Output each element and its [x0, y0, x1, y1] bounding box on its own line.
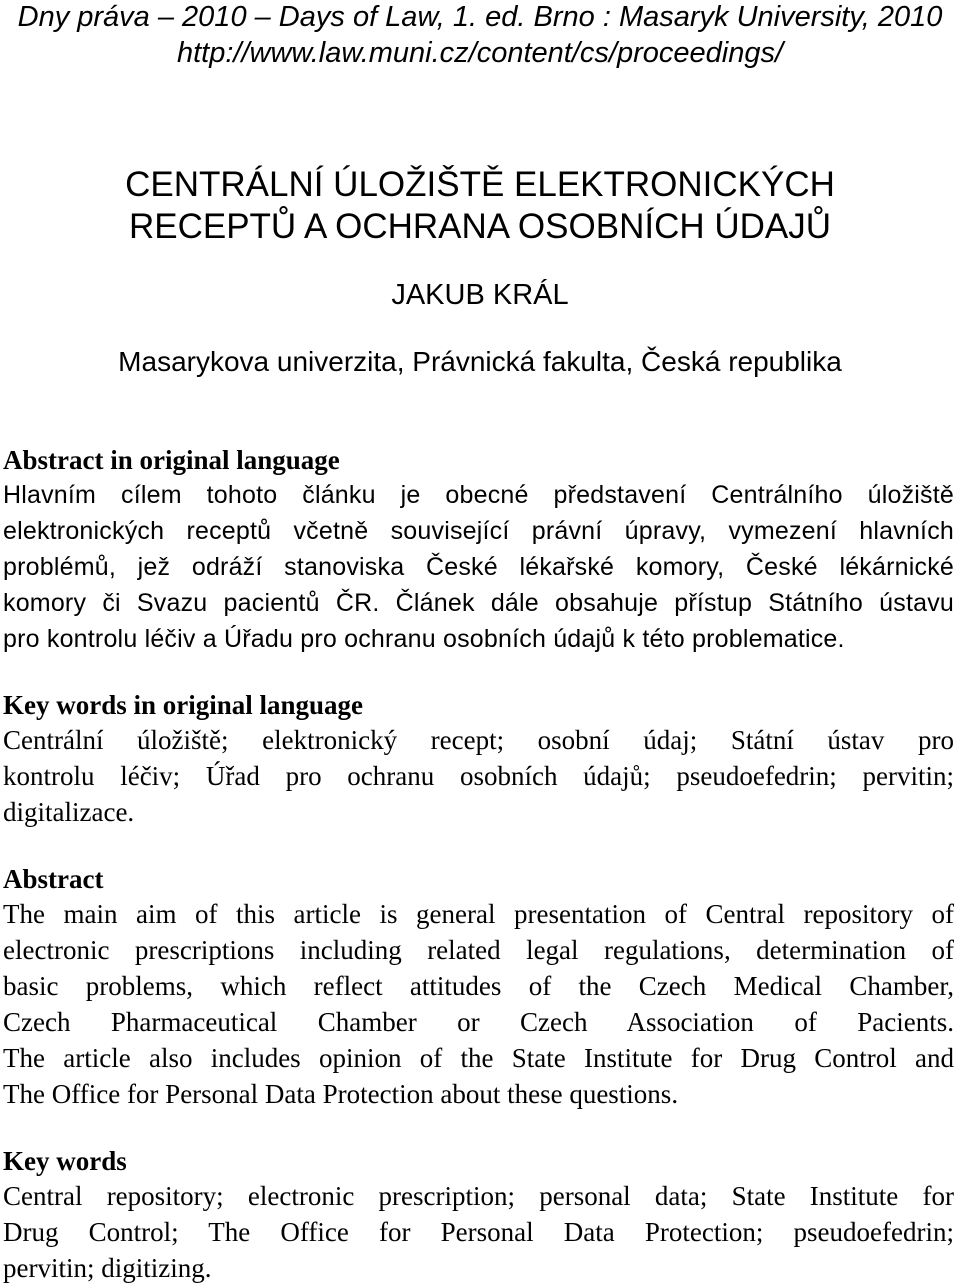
keywords-original-line: kontrolu léčiv; Úřad pro ochranu osobních údajů; pseudoefedrin; pervitin;	[3, 761, 954, 791]
abstract-english-line: The Office for Personal Data Protection about these questions.	[3, 1079, 679, 1109]
proceedings-header-citation: Dny práva – 2010 – Days of Law, 1. ed. Brno : Masaryk University, 2010	[17, 1, 943, 33]
paper-title-line-1: CENTRÁLNÍ ÚLOŽIŠTĚ ELEKTRONICKÝCH	[125, 165, 835, 204]
keywords-english-line: pervitin; digitizing.	[3, 1253, 212, 1283]
author-name: JAKUB KRÁL	[391, 279, 569, 311]
keywords-english-text	[3, 1178, 954, 1286]
abstract-original-line: pro kontrolu léčiv a Úřadu pro ochranu osobních údajů k této problematice.	[3, 625, 845, 653]
abstract-english-text	[3, 896, 954, 1112]
keywords-english-line: Drug Control; The Office for Personal Data Protection; pseudoefedrin;	[3, 1217, 954, 1247]
abstract-english-line: The main aim of this article is general presentation of Central repository of	[3, 899, 954, 929]
abstract-english-line: electronic prescriptions including related legal regulations, determination of	[3, 935, 954, 965]
keywords-original-line: Centrální úložiště; elektronický recept; osobní údaj; Státní ústav pro	[3, 725, 954, 755]
keywords-english-heading: Key words	[3, 1146, 127, 1176]
abstract-english-line: The article also includes opinion of the State Institute for Drug Control and	[3, 1043, 954, 1073]
abstract-english-line: Czech Pharmaceutical Chamber or Czech Association of Pacients.	[3, 1007, 954, 1037]
abstract-original-text	[3, 477, 954, 657]
abstract-original-line: problémů, jež odráží stanoviska České lékařské komory, České lékárnické	[3, 553, 954, 581]
abstract-english-heading: Abstract	[3, 864, 104, 894]
abstract-original-line: elektronických receptů včetně související právní úpravy, vymezení hlavních	[3, 517, 954, 545]
keywords-original-text	[3, 722, 954, 830]
abstract-original-line: Hlavním cílem tohoto článku je obecné představení Centrálního úložiště	[3, 481, 954, 509]
proceedings-header-url: http://www.law.muni.cz/content/cs/proceedings/	[176, 37, 784, 69]
keywords-original-heading: Key words in original language	[3, 690, 364, 720]
keywords-original-line: digitalizace.	[3, 797, 135, 827]
abstract-original-line: komory či Svazu pacientů ČR. Článek dále obsahuje přístup Státního ústavu	[3, 589, 954, 617]
keywords-english-line: Central repository; electronic prescription; personal data; State Institute for	[3, 1181, 954, 1211]
paper-title-line-2: RECEPTŮ A OCHRANA OSOBNÍCH ÚDAJŮ	[128, 207, 832, 246]
abstract-english-line: basic problems, which reflect attitudes of the Czech Medical Chamber,	[3, 971, 954, 1001]
abstract-original-heading: Abstract in original language	[3, 445, 340, 475]
author-affiliation: Masarykova univerzita, Právnická fakulta, Česká republika	[118, 346, 842, 377]
